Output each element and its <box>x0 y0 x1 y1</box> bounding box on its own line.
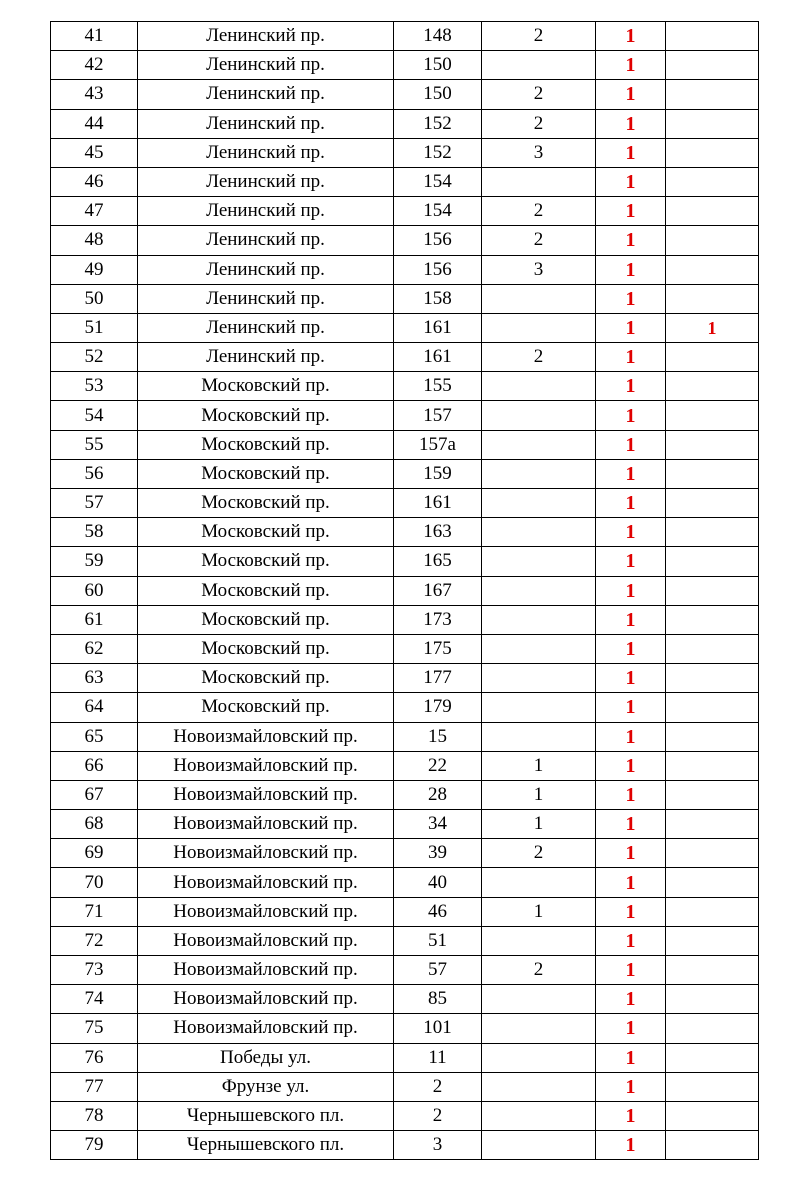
table-row <box>51 605 759 634</box>
house-number-cell: 179 <box>394 693 482 722</box>
extra-flag-cell <box>666 226 759 255</box>
table-row <box>51 518 759 547</box>
house-number-cell: 158 <box>394 284 482 313</box>
street-cell: Ленинский пр. <box>138 22 394 51</box>
row-number-cell: 72 <box>51 926 138 955</box>
street-cell: Ленинский пр. <box>138 80 394 109</box>
table-row <box>51 197 759 226</box>
extra-flag-cell <box>666 22 759 51</box>
extra-flag-cell <box>666 985 759 1014</box>
street-cell: Победы ул. <box>138 1043 394 1072</box>
flag-cell: 1 <box>596 197 666 226</box>
table-row <box>51 868 759 897</box>
table-row <box>51 138 759 167</box>
row-number-cell: 77 <box>51 1072 138 1101</box>
extra-flag-cell <box>666 664 759 693</box>
extra-flag-cell <box>666 956 759 985</box>
house-number-cell: 167 <box>394 576 482 605</box>
address-table <box>50 21 759 1160</box>
row-number-cell: 49 <box>51 255 138 284</box>
flag-cell: 1 <box>596 780 666 809</box>
table-row <box>51 985 759 1014</box>
street-cell: Московский пр. <box>138 576 394 605</box>
building-cell: 3 <box>482 138 596 167</box>
table-row <box>51 313 759 342</box>
street-cell: Московский пр. <box>138 372 394 401</box>
building-cell: 2 <box>482 226 596 255</box>
table-row <box>51 284 759 313</box>
flag-cell: 1 <box>596 722 666 751</box>
table-row <box>51 372 759 401</box>
flag-cell: 1 <box>596 372 666 401</box>
street-cell: Московский пр. <box>138 693 394 722</box>
table-row <box>51 693 759 722</box>
flag-cell: 1 <box>596 284 666 313</box>
building-cell <box>482 634 596 663</box>
row-number-cell: 54 <box>51 401 138 430</box>
table-row <box>51 51 759 80</box>
building-cell <box>482 1014 596 1043</box>
table-row <box>51 80 759 109</box>
extra-flag-cell <box>666 518 759 547</box>
building-cell <box>482 664 596 693</box>
row-number-cell: 70 <box>51 868 138 897</box>
table-row <box>51 226 759 255</box>
house-number-cell: 156 <box>394 255 482 284</box>
row-number-cell: 79 <box>51 1131 138 1160</box>
flag-cell: 1 <box>596 1101 666 1130</box>
row-number-cell: 69 <box>51 839 138 868</box>
street-cell: Новоизмайловский пр. <box>138 780 394 809</box>
street-cell: Московский пр. <box>138 518 394 547</box>
table-row <box>51 1043 759 1072</box>
house-number-cell: 101 <box>394 1014 482 1043</box>
address-table-body <box>51 22 759 1160</box>
street-cell: Новоизмайловский пр. <box>138 751 394 780</box>
building-cell <box>482 547 596 576</box>
house-number-cell: 173 <box>394 605 482 634</box>
building-cell: 2 <box>482 109 596 138</box>
row-number-cell: 45 <box>51 138 138 167</box>
row-number-cell: 75 <box>51 1014 138 1043</box>
street-cell: Московский пр. <box>138 605 394 634</box>
flag-cell: 1 <box>596 22 666 51</box>
building-cell <box>482 1131 596 1160</box>
row-number-cell: 74 <box>51 985 138 1014</box>
building-cell <box>482 722 596 751</box>
building-cell <box>482 51 596 80</box>
row-number-cell: 64 <box>51 693 138 722</box>
house-number-cell: 51 <box>394 926 482 955</box>
house-number-cell: 2 <box>394 1101 482 1130</box>
table-row <box>51 22 759 51</box>
table-row <box>51 926 759 955</box>
street-cell: Новоизмайловский пр. <box>138 722 394 751</box>
building-cell: 2 <box>482 956 596 985</box>
house-number-cell: 175 <box>394 634 482 663</box>
extra-flag-cell <box>666 284 759 313</box>
house-number-cell: 165 <box>394 547 482 576</box>
row-number-cell: 51 <box>51 313 138 342</box>
house-number-cell: 161 <box>394 343 482 372</box>
extra-flag-cell <box>666 1043 759 1072</box>
house-number-cell: 15 <box>394 722 482 751</box>
extra-flag-cell <box>666 459 759 488</box>
building-cell: 2 <box>482 839 596 868</box>
house-number-cell: 159 <box>394 459 482 488</box>
street-cell: Новоизмайловский пр. <box>138 926 394 955</box>
row-number-cell: 58 <box>51 518 138 547</box>
street-cell: Московский пр. <box>138 430 394 459</box>
building-cell <box>482 926 596 955</box>
street-cell: Чернышевского пл. <box>138 1131 394 1160</box>
building-cell: 2 <box>482 197 596 226</box>
house-number-cell: 161 <box>394 489 482 518</box>
row-number-cell: 42 <box>51 51 138 80</box>
building-cell: 3 <box>482 255 596 284</box>
extra-flag-cell <box>666 1101 759 1130</box>
flag-cell: 1 <box>596 897 666 926</box>
street-cell: Московский пр. <box>138 459 394 488</box>
building-cell <box>482 605 596 634</box>
building-cell <box>482 313 596 342</box>
row-number-cell: 59 <box>51 547 138 576</box>
street-cell: Ленинский пр. <box>138 226 394 255</box>
extra-flag-cell: 1 <box>666 313 759 342</box>
flag-cell: 1 <box>596 138 666 167</box>
flag-cell: 1 <box>596 868 666 897</box>
street-cell: Новоизмайловский пр. <box>138 868 394 897</box>
row-number-cell: 43 <box>51 80 138 109</box>
flag-cell: 1 <box>596 547 666 576</box>
flag-cell: 1 <box>596 489 666 518</box>
extra-flag-cell <box>666 605 759 634</box>
building-cell: 1 <box>482 780 596 809</box>
extra-flag-cell <box>666 489 759 518</box>
flag-cell: 1 <box>596 985 666 1014</box>
flag-cell: 1 <box>596 576 666 605</box>
house-number-cell: 163 <box>394 518 482 547</box>
flag-cell: 1 <box>596 839 666 868</box>
street-cell: Новоизмайловский пр. <box>138 810 394 839</box>
flag-cell: 1 <box>596 956 666 985</box>
row-number-cell: 78 <box>51 1101 138 1130</box>
street-cell: Ленинский пр. <box>138 313 394 342</box>
table-row <box>51 722 759 751</box>
row-number-cell: 60 <box>51 576 138 605</box>
table-row <box>51 109 759 138</box>
table-row <box>51 1131 759 1160</box>
street-cell: Ленинский пр. <box>138 109 394 138</box>
flag-cell: 1 <box>596 605 666 634</box>
extra-flag-cell <box>666 109 759 138</box>
table-row <box>51 780 759 809</box>
table-row <box>51 547 759 576</box>
extra-flag-cell <box>666 634 759 663</box>
street-cell: Ленинский пр. <box>138 51 394 80</box>
row-number-cell: 44 <box>51 109 138 138</box>
table-row <box>51 343 759 372</box>
table-row <box>51 839 759 868</box>
house-number-cell: 161 <box>394 313 482 342</box>
row-number-cell: 52 <box>51 343 138 372</box>
flag-cell: 1 <box>596 664 666 693</box>
row-number-cell: 63 <box>51 664 138 693</box>
row-number-cell: 61 <box>51 605 138 634</box>
street-cell: Московский пр. <box>138 634 394 663</box>
flag-cell: 1 <box>596 810 666 839</box>
building-cell <box>482 576 596 605</box>
row-number-cell: 50 <box>51 284 138 313</box>
row-number-cell: 47 <box>51 197 138 226</box>
row-number-cell: 67 <box>51 780 138 809</box>
row-number-cell: 73 <box>51 956 138 985</box>
flag-cell: 1 <box>596 1043 666 1072</box>
building-cell <box>482 518 596 547</box>
flag-cell: 1 <box>596 109 666 138</box>
row-number-cell: 57 <box>51 489 138 518</box>
row-number-cell: 46 <box>51 167 138 196</box>
street-cell: Московский пр. <box>138 489 394 518</box>
street-cell: Московский пр. <box>138 547 394 576</box>
house-number-cell: 177 <box>394 664 482 693</box>
street-cell: Ленинский пр. <box>138 197 394 226</box>
street-cell: Ленинский пр. <box>138 284 394 313</box>
building-cell <box>482 167 596 196</box>
building-cell: 1 <box>482 751 596 780</box>
house-number-cell: 22 <box>394 751 482 780</box>
house-number-cell: 157а <box>394 430 482 459</box>
street-cell: Новоизмайловский пр. <box>138 839 394 868</box>
building-cell: 1 <box>482 810 596 839</box>
house-number-cell: 85 <box>394 985 482 1014</box>
house-number-cell: 152 <box>394 138 482 167</box>
row-number-cell: 48 <box>51 226 138 255</box>
flag-cell: 1 <box>596 1131 666 1160</box>
extra-flag-cell <box>666 868 759 897</box>
flag-cell: 1 <box>596 80 666 109</box>
house-number-cell: 39 <box>394 839 482 868</box>
extra-flag-cell <box>666 1014 759 1043</box>
extra-flag-cell <box>666 51 759 80</box>
building-cell <box>482 284 596 313</box>
house-number-cell: 148 <box>394 22 482 51</box>
table-row <box>51 897 759 926</box>
extra-flag-cell <box>666 430 759 459</box>
street-cell: Ленинский пр. <box>138 167 394 196</box>
flag-cell: 1 <box>596 401 666 430</box>
flag-cell: 1 <box>596 518 666 547</box>
extra-flag-cell <box>666 167 759 196</box>
row-number-cell: 66 <box>51 751 138 780</box>
row-number-cell: 41 <box>51 22 138 51</box>
house-number-cell: 150 <box>394 51 482 80</box>
building-cell <box>482 372 596 401</box>
street-cell: Ленинский пр. <box>138 343 394 372</box>
extra-flag-cell <box>666 751 759 780</box>
table-row <box>51 664 759 693</box>
flag-cell: 1 <box>596 430 666 459</box>
extra-flag-cell <box>666 547 759 576</box>
street-cell: Новоизмайловский пр. <box>138 956 394 985</box>
house-number-cell: 3 <box>394 1131 482 1160</box>
building-cell <box>482 459 596 488</box>
street-cell: Ленинский пр. <box>138 255 394 284</box>
building-cell <box>482 868 596 897</box>
building-cell <box>482 1043 596 1072</box>
house-number-cell: 152 <box>394 109 482 138</box>
building-cell <box>482 401 596 430</box>
row-number-cell: 76 <box>51 1043 138 1072</box>
extra-flag-cell <box>666 401 759 430</box>
building-cell <box>482 430 596 459</box>
table-row <box>51 1101 759 1130</box>
building-cell <box>482 985 596 1014</box>
street-cell: Чернышевского пл. <box>138 1101 394 1130</box>
flag-cell: 1 <box>596 167 666 196</box>
street-cell: Новоизмайловский пр. <box>138 1014 394 1043</box>
extra-flag-cell <box>666 138 759 167</box>
row-number-cell: 62 <box>51 634 138 663</box>
house-number-cell: 154 <box>394 197 482 226</box>
table-row <box>51 576 759 605</box>
house-number-cell: 57 <box>394 956 482 985</box>
row-number-cell: 55 <box>51 430 138 459</box>
street-cell: Фрунзе ул. <box>138 1072 394 1101</box>
flag-cell: 1 <box>596 51 666 80</box>
flag-cell: 1 <box>596 343 666 372</box>
flag-cell: 1 <box>596 313 666 342</box>
flag-cell: 1 <box>596 751 666 780</box>
street-cell: Московский пр. <box>138 664 394 693</box>
table-row <box>51 810 759 839</box>
extra-flag-cell <box>666 576 759 605</box>
extra-flag-cell <box>666 722 759 751</box>
table-row <box>51 1072 759 1101</box>
extra-flag-cell <box>666 780 759 809</box>
table-row <box>51 167 759 196</box>
extra-flag-cell <box>666 839 759 868</box>
extra-flag-cell <box>666 693 759 722</box>
table-row <box>51 489 759 518</box>
table-row <box>51 401 759 430</box>
table-row <box>51 430 759 459</box>
flag-cell: 1 <box>596 1014 666 1043</box>
extra-flag-cell <box>666 1131 759 1160</box>
street-cell: Новоизмайловский пр. <box>138 897 394 926</box>
flag-cell: 1 <box>596 693 666 722</box>
extra-flag-cell <box>666 343 759 372</box>
row-number-cell: 53 <box>51 372 138 401</box>
building-cell <box>482 1072 596 1101</box>
flag-cell: 1 <box>596 926 666 955</box>
building-cell <box>482 1101 596 1130</box>
house-number-cell: 34 <box>394 810 482 839</box>
building-cell: 2 <box>482 22 596 51</box>
extra-flag-cell <box>666 255 759 284</box>
house-number-cell: 156 <box>394 226 482 255</box>
table-row <box>51 459 759 488</box>
building-cell: 1 <box>482 897 596 926</box>
house-number-cell: 2 <box>394 1072 482 1101</box>
table-row <box>51 634 759 663</box>
extra-flag-cell <box>666 1072 759 1101</box>
row-number-cell: 71 <box>51 897 138 926</box>
street-cell: Ленинский пр. <box>138 138 394 167</box>
building-cell <box>482 489 596 518</box>
extra-flag-cell <box>666 926 759 955</box>
house-number-cell: 40 <box>394 868 482 897</box>
table-row <box>51 255 759 284</box>
extra-flag-cell <box>666 80 759 109</box>
house-number-cell: 155 <box>394 372 482 401</box>
flag-cell: 1 <box>596 1072 666 1101</box>
house-number-cell: 46 <box>394 897 482 926</box>
flag-cell: 1 <box>596 459 666 488</box>
street-cell: Новоизмайловский пр. <box>138 985 394 1014</box>
table-row <box>51 1014 759 1043</box>
building-cell: 2 <box>482 80 596 109</box>
house-number-cell: 11 <box>394 1043 482 1072</box>
row-number-cell: 68 <box>51 810 138 839</box>
house-number-cell: 28 <box>394 780 482 809</box>
house-number-cell: 154 <box>394 167 482 196</box>
table-row <box>51 956 759 985</box>
extra-flag-cell <box>666 197 759 226</box>
street-cell: Московский пр. <box>138 401 394 430</box>
row-number-cell: 65 <box>51 722 138 751</box>
house-number-cell: 150 <box>394 80 482 109</box>
flag-cell: 1 <box>596 255 666 284</box>
row-number-cell: 56 <box>51 459 138 488</box>
flag-cell: 1 <box>596 226 666 255</box>
extra-flag-cell <box>666 810 759 839</box>
extra-flag-cell <box>666 372 759 401</box>
flag-cell: 1 <box>596 634 666 663</box>
house-number-cell: 157 <box>394 401 482 430</box>
building-cell <box>482 693 596 722</box>
extra-flag-cell <box>666 897 759 926</box>
building-cell: 2 <box>482 343 596 372</box>
table-row <box>51 751 759 780</box>
